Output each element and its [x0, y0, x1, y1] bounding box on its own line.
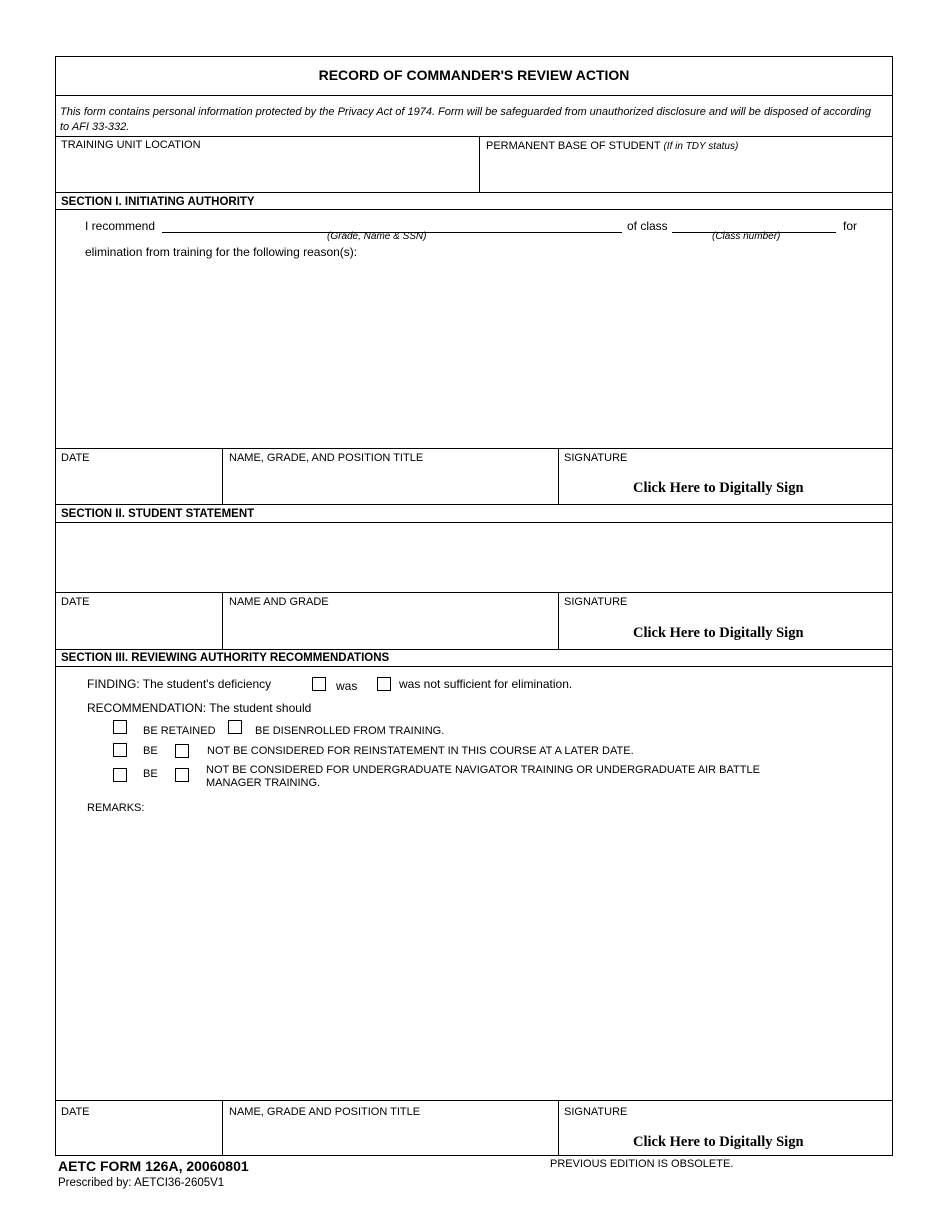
divider — [56, 192, 892, 193]
form-title: RECORD OF COMMANDER'S REVIEW ACTION — [318, 67, 630, 83]
divider — [56, 504, 892, 505]
permanent-base-note: (If in TDY status) — [663, 141, 739, 152]
section-3-name-field[interactable] — [226, 1120, 554, 1154]
navigator-be-checkbox[interactable] — [113, 768, 127, 782]
section-2-signature-label: SIGNATURE — [564, 596, 628, 608]
navigator-not-checkbox[interactable] — [175, 768, 189, 782]
divider — [56, 592, 892, 593]
section-3-name-label: NAME, GRADE AND POSITION TITLE — [229, 1106, 421, 1118]
divider — [222, 592, 223, 649]
permanent-base-label-text: PERMANENT BASE OF STUDENT — [486, 140, 661, 152]
divider — [56, 522, 892, 523]
section-2-name-field[interactable] — [226, 610, 554, 646]
remarks-label: REMARKS: — [87, 802, 145, 814]
for-text: for — [843, 219, 858, 233]
privacy-notice: This form contains personal information protected by the Privacy Act of 1974. Form will be safeguarded from unauthorized disclosure and will be disposed of according to AFI 33-332. — [60, 106, 871, 133]
section-2-name-label: NAME AND GRADE — [229, 596, 329, 608]
form-id: AETC FORM 126A, 20060801 — [58, 1158, 249, 1174]
section-3-heading: SECTION III. REVIEWING AUTHORITY RECOMMENDATIONS — [61, 652, 390, 664]
training-unit-location-label: TRAINING UNIT LOCATION — [61, 139, 201, 151]
class-number-hint: (Class number) — [712, 231, 781, 242]
divider — [558, 1100, 559, 1156]
permanent-base-field[interactable] — [482, 155, 890, 189]
section-1-heading: SECTION I. INITIATING AUTHORITY — [61, 196, 255, 208]
elimination-text: elimination from training for the following reason(s): — [85, 245, 358, 259]
section-3-date-field[interactable] — [58, 1120, 218, 1154]
prescribed-by: Prescribed by: AETCI36-2605V1 — [58, 1177, 225, 1189]
navigator-not-text-line2: MANAGER TRAINING. — [206, 777, 321, 789]
was-not-text: was not sufficient for elimination. — [399, 677, 573, 691]
section-1-digital-sign-button[interactable]: Click Here to Digitally Sign — [633, 480, 804, 496]
student-statement-field[interactable] — [60, 525, 888, 589]
divider — [479, 136, 480, 192]
reinstatement-be-text: BE — [143, 745, 158, 757]
section-2-digital-sign-button[interactable]: Click Here to Digitally Sign — [633, 625, 804, 641]
divider — [56, 649, 892, 650]
of-class-text: of class — [627, 219, 668, 233]
elimination-reasons-field[interactable] — [60, 263, 888, 445]
be-disenrolled-checkbox[interactable] — [228, 720, 242, 734]
section-2-date-field[interactable] — [58, 610, 218, 646]
reinstatement-not-text: NOT BE CONSIDERED FOR REINSTATEMENT IN THIS COURSE AT A LATER DATE. — [207, 745, 634, 757]
finding-was-not-checkbox[interactable] — [377, 677, 391, 691]
be-retained-checkbox[interactable] — [113, 720, 127, 734]
finding-was-checkbox[interactable] — [312, 677, 326, 691]
divider — [558, 448, 559, 504]
section-3-date-label: DATE — [61, 1106, 90, 1118]
section-3-digital-sign-button[interactable]: Click Here to Digitally Sign — [633, 1134, 804, 1150]
section-2-heading: SECTION II. STUDENT STATEMENT — [61, 508, 255, 520]
be-retained-text: BE RETAINED — [143, 725, 216, 737]
section-1-name-field[interactable] — [226, 466, 554, 502]
was-text: was — [336, 679, 358, 693]
reinstatement-be-checkbox[interactable] — [113, 743, 127, 757]
divider — [558, 592, 559, 649]
section-1-signature-label: SIGNATURE — [564, 452, 628, 464]
divider — [56, 136, 892, 137]
divider — [56, 448, 892, 449]
section-1-date-label: DATE — [61, 452, 90, 464]
grade-name-ssn-field[interactable] — [162, 215, 622, 232]
divider — [56, 209, 892, 210]
permanent-base-label — [486, 140, 738, 152]
grade-name-ssn-hint: (Grade, Name & SSN) — [327, 231, 427, 242]
divider — [222, 1100, 223, 1156]
recommendation-text: RECOMMENDATION: The student should — [87, 701, 312, 715]
training-unit-location-field[interactable] — [58, 153, 476, 189]
section-2-date-label: DATE — [61, 596, 90, 608]
navigator-be-text: BE — [143, 768, 158, 780]
divider — [222, 448, 223, 504]
remarks-field[interactable] — [60, 817, 888, 1097]
section-1-date-field[interactable] — [58, 466, 218, 502]
obsolete-note: PREVIOUS EDITION IS OBSOLETE. — [550, 1158, 734, 1170]
class-number-field[interactable] — [672, 215, 836, 232]
navigator-not-text-line1: NOT BE CONSIDERED FOR UNDERGRADUATE NAVIGATOR TRAINING OR UNDERGRADUATE AIR BATTLE — [206, 764, 760, 776]
be-disenrolled-text: BE DISENROLLED FROM TRAINING. — [255, 725, 445, 737]
section-1-name-label: NAME, GRADE, AND POSITION TITLE — [229, 452, 424, 464]
divider — [56, 95, 892, 96]
reinstatement-not-checkbox[interactable] — [175, 744, 189, 758]
recommend-text: I recommend — [85, 219, 156, 233]
section-3-signature-label: SIGNATURE — [564, 1106, 628, 1118]
finding-text: FINDING: The student's deficiency — [87, 677, 272, 691]
divider — [56, 666, 892, 667]
divider — [56, 1100, 892, 1101]
form-container — [55, 56, 893, 1156]
